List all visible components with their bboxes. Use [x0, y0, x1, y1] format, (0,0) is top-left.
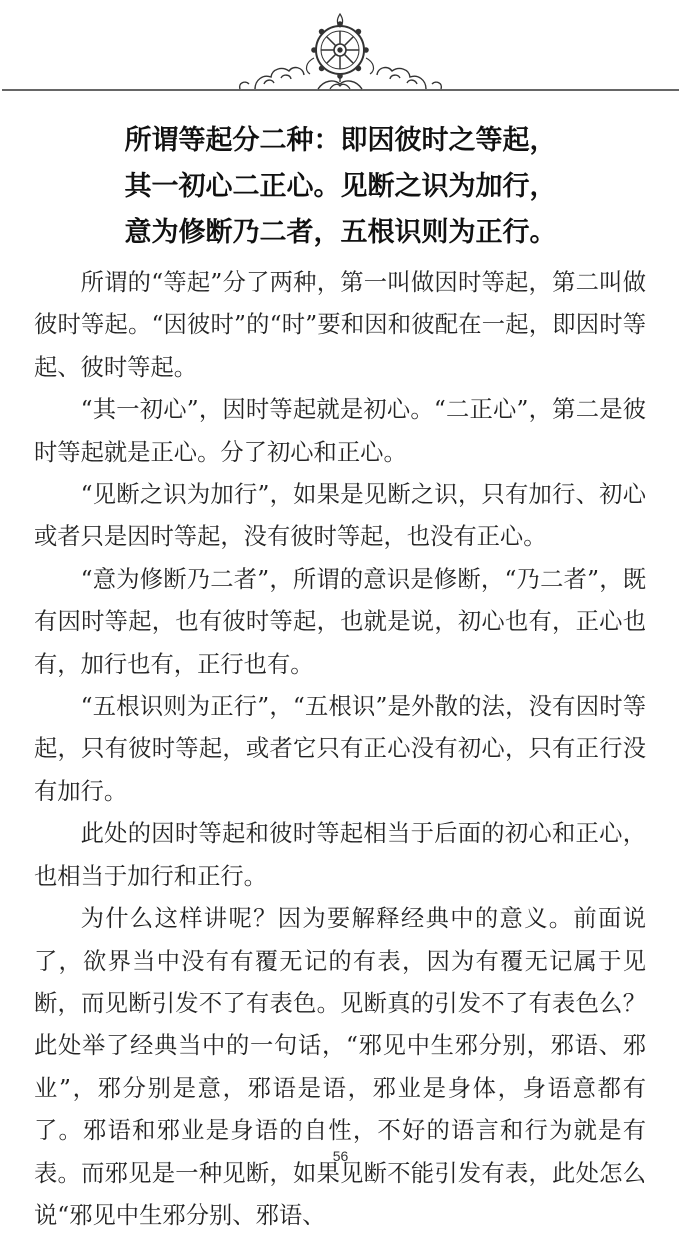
paragraph: “见断之识为加行”，如果是见断之识，只有加行、初心或者只是因时等起，没有彼时等起，也没有正心。 — [34, 481, 646, 551]
page-number: 56 — [332, 1148, 349, 1164]
paragraph: 为什么这样讲呢？因为要解释经典中的意义。前面说了，欲界当中没有有覆无记的有表，因为有覆无记属于见断，而见断引发不了有表色。见断真的引发不了有表色么？此处举了经典当中的一句话，“邪见中生邪分别，邪语、邪业”，邪分别是意，邪语是语，邪业是身体，身语意都有了。邪语和邪业是身语的自性，不好的语言和行为就是有表。而邪见是一种见断，如果见断不能引发有表，此处怎么说“邪见中生邪分别、邪语、 — [34, 905, 646, 1229]
verse-line: 所谓等起分二种：即因彼时之等起， — [124, 125, 557, 156]
paragraph: 所谓的“等起”分了两种，第一叫做因时等起，第二叫做彼时等起。“因彼时”的“时”要和因和彼配在一起，即因时等起、彼时等起。 — [34, 269, 646, 381]
verse-block — [0, 118, 681, 256]
paragraph: “意为修断乃二者”，所谓的意识是修断，“乃二者”，既有因时等起，也有彼时等起，也就是说，初心也有，正心也有，加行也有，正行也有。 — [34, 565, 646, 678]
cloud-scroll-icon — [240, 68, 304, 89]
paragraph: “其一初心”，因时等起就是初心。“二正心”，第二是彼时等起就是正心。分了初心和正心。 — [34, 396, 646, 466]
header-ornament — [0, 0, 681, 110]
dharma-wheel-icon — [307, 14, 374, 89]
paragraph: “五根识则为正行”，“五根识”是外散的法，没有因时等起，只有彼时等起，或者它只有正心没有初心，只有正行没有加行。 — [34, 693, 646, 805]
verse-line: 意为修断乃二者，五根识则为正行。 — [124, 217, 557, 248]
cloud-scroll-icon — [377, 68, 441, 89]
commentary-body — [34, 262, 646, 1237]
paragraph: 此处的因时等起和彼时等起相当于后面的初心和正心，也相当于加行和正行。 — [34, 820, 646, 890]
verse-line: 其一初心二正心。见断之识为加行， — [124, 171, 557, 202]
